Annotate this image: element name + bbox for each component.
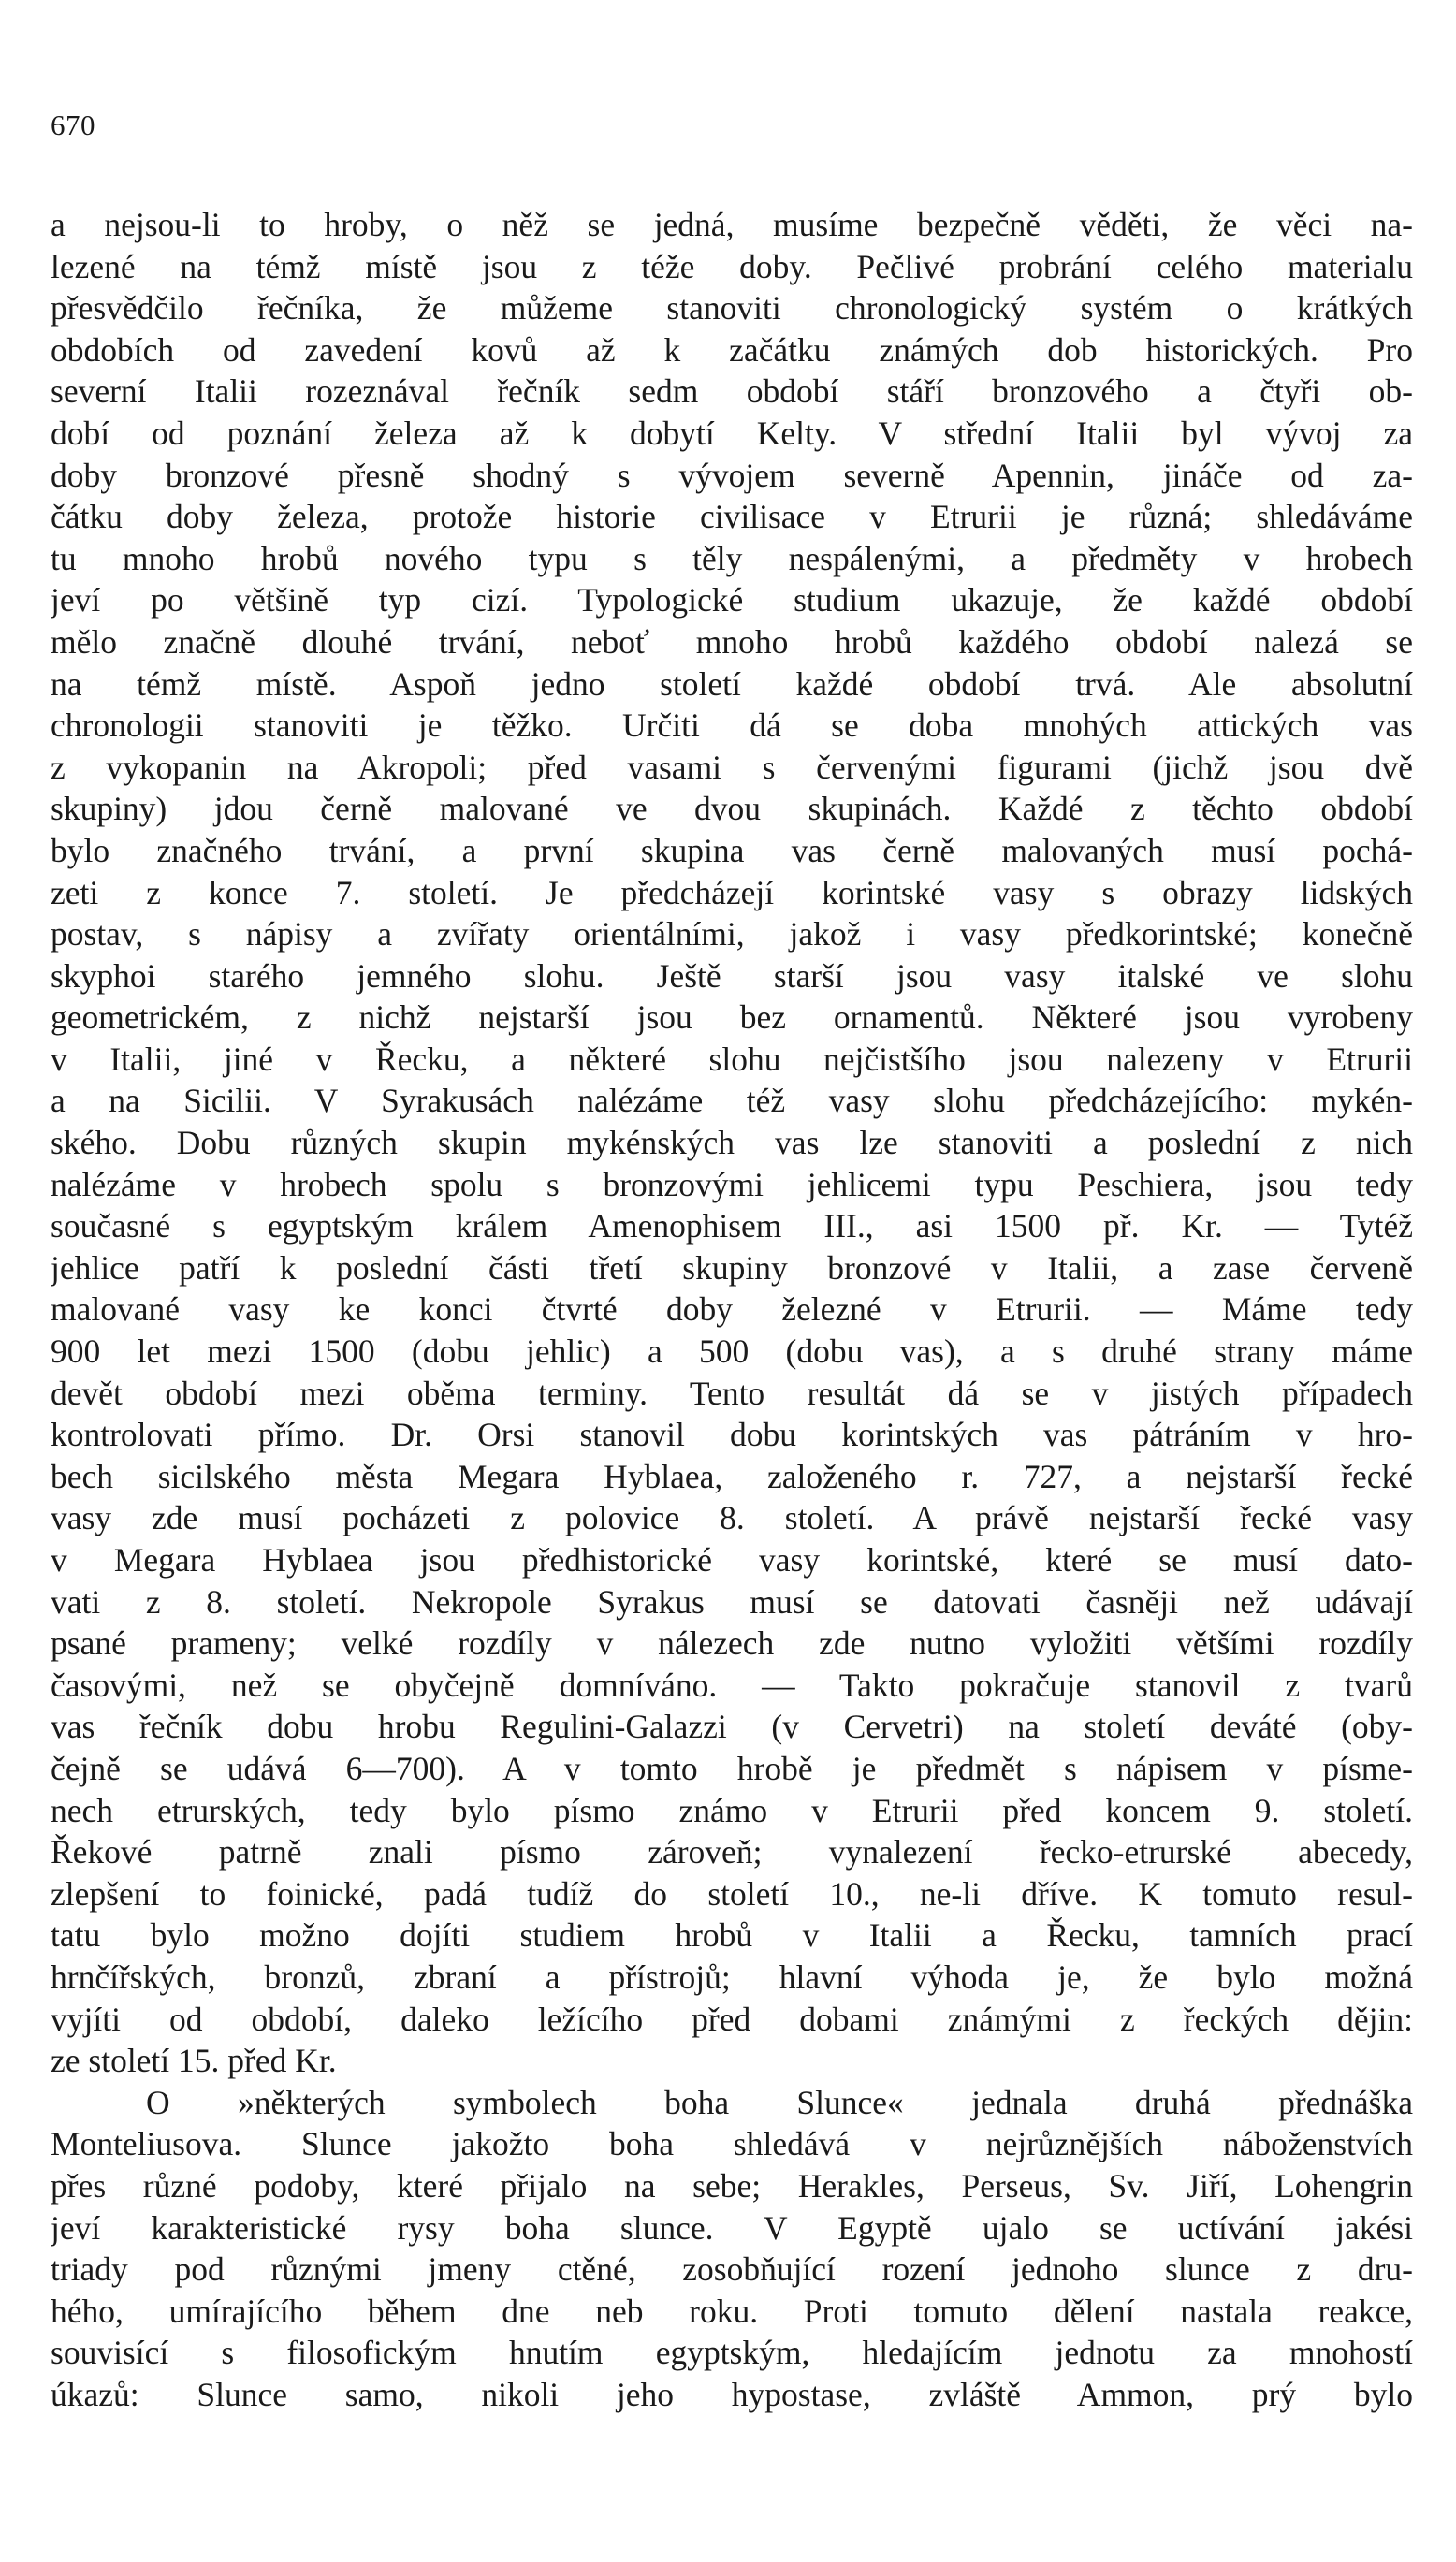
text-line: nech etrurských, tedy bylo písmo známo v Etrurii před koncem 9. století. bbox=[51, 1791, 1413, 1829]
text-line: z vykopanin na Akropoli; před vasami s červenými figurami (jichž jsou dvě bbox=[51, 748, 1413, 786]
text-line: tu mnoho hrobů nového typu s těly nespálenými, a předměty v hrobech bbox=[51, 539, 1413, 577]
text-line: čátku doby železa, protože historie civilisace v Etrurii je různá; shledáváme bbox=[51, 498, 1413, 536]
text-line: doby bronzové přesně shodný s vývojem severně Apennin, jináče od za- bbox=[51, 456, 1413, 494]
text-line: bech sicilského města Megara Hyblaea, založeného r. 727, a nejstarší řecké bbox=[51, 1457, 1413, 1495]
text-line: malované vasy ke konci čtvrté doby železné v Etrurii. — Máme tedy bbox=[51, 1290, 1413, 1329]
text-line: severní Italii rozeznával řečník sedm období stáří bronzového a čtyři ob- bbox=[51, 372, 1413, 411]
text-line: současné s egyptským králem Amenophisem III., asi 1500 př. Kr. — Tytéž bbox=[51, 1207, 1413, 1245]
text-line: ského. Dobu různých skupin mykénských vas lze stanoviti a poslední z nich bbox=[51, 1124, 1413, 1162]
text-line: Monteliusova. Slunce jakožto boha shledává v nejrůznějších náboženstvích bbox=[51, 2125, 1413, 2163]
text-line: tatu bylo možno dojíti studiem hrobů v Italii a Řecku, tamních prací bbox=[51, 1916, 1413, 1955]
text-line: časovými, než se obyčejně domníváno. — Takto pokračuje stanovil z tvarů bbox=[51, 1666, 1413, 1704]
text-line: v Megara Hyblaea jsou předhistorické vasy korintské, které se musí dato- bbox=[51, 1541, 1413, 1579]
text-line: dobí od poznání železa až k dobytí Kelty. V střední Italii byl vývoj za bbox=[51, 414, 1413, 452]
text-line: geometrickém, z nichž nejstarší jsou bez ornamentů. Některé jsou vyrobeny bbox=[51, 998, 1413, 1037]
text-line: na témž místě. Aspoň jedno století každé období trvá. Ale absolutní bbox=[51, 664, 1413, 703]
text-line: 900 let mezi 1500 (dobu jehlic) a 500 (dobu vas), a s druhé strany máme bbox=[51, 1332, 1413, 1371]
text-line: postav, s nápisy a zvířaty orientálními, jakož i vasy předkorintské; konečně bbox=[51, 915, 1413, 953]
text-line: ze století 15. před Kr. bbox=[51, 2042, 337, 2080]
text-line: chronologii stanoviti je těžko. Určiti dá se doba mnohých attických vas bbox=[51, 706, 1413, 745]
page-number: 670 bbox=[51, 109, 95, 141]
text-line: triady pod různými jmeny ctěné, zosobňující rození jednoho slunce z dru- bbox=[51, 2250, 1413, 2289]
text-line: a nejsou-li to hroby, o něž se jedná, musíme bezpečně věděti, že věci na- bbox=[51, 206, 1413, 243]
text-line: úkazů: Slunce samo, nikoli jeho hypostase, zvláště Ammon, prý bylo bbox=[51, 2375, 1413, 2413]
text-line: v Italii, jiné v Řecku, a některé slohu nejčistšího jsou nalezeny v Etrurii bbox=[51, 1040, 1413, 1078]
text-line: hrnčířských, bronzů, zbraní a přístrojů; hlavní výhoda je, že bylo možná bbox=[51, 1958, 1413, 1996]
text-line: obdobích od zavedení kovů až k začátku známých dob historických. Pro bbox=[51, 330, 1413, 369]
text-line: psané prameny; velké rozdíly v nálezech zde nutno vyložiti většími rozdíly bbox=[51, 1624, 1413, 1663]
text-line: skupiny) jdou černě malované ve dvou skupinách. Každé z těchto období bbox=[51, 790, 1413, 828]
text-line: kontrolovati přímo. Dr. Orsi stanovil dobu korintských vas pátráním v hro- bbox=[51, 1416, 1413, 1454]
text-line: jehlice patří k poslední části třetí skupiny bronzové v Italii, a zase červeně bbox=[51, 1248, 1413, 1287]
text-line: vyjíti od období, daleko ležícího před dobami známými z řeckých dějin: bbox=[51, 2000, 1413, 2038]
paragraph-sun-symbols bbox=[51, 2082, 1413, 2416]
text-line: zlepšení to foinické, padá tudíž do století 10., ne-li dříve. K tomuto resul- bbox=[51, 1874, 1413, 1913]
text-line: jeví po většině typ cizí. Typologické studium ukazuje, že každé období bbox=[51, 581, 1413, 619]
text-line: zeti z konce 7. století. Je předcházejí korintské vasy s obrazy lidských bbox=[51, 873, 1413, 911]
text-line: přesvědčilo řečníka, že můžeme stanoviti chronologický systém o krátkých bbox=[51, 289, 1413, 328]
text-line: lezené na témž místě jsou z téže doby. Pečlivé probrání celého materialu bbox=[51, 247, 1413, 285]
text-line: vati z 8. století. Nekropole Syrakus musí se datovati časněji než udávají bbox=[51, 1582, 1413, 1621]
text-line: Řekové patrně znali písmo zároveň; vynalezení řecko-etrurské abecedy, bbox=[51, 1833, 1413, 1871]
text-line: vas řečník dobu hrobu Regulini-Galazzi (v Cervetri) na století deváté (oby- bbox=[51, 1708, 1413, 1746]
text-line: hého, umírajícího během dne neb roku. Proti tomuto dělení nastala reakce, bbox=[51, 2292, 1413, 2330]
text-line: bylo značného trvání, a první skupina vas černě malovaných musí pochá- bbox=[51, 831, 1413, 869]
text-line: a na Sicilii. V Syrakusách nalézáme též vasy slohu předcházejícího: mykén- bbox=[51, 1082, 1413, 1120]
text-line: mělo značně dlouhé trvání, neboť mnoho hrobů každého období nalezá se bbox=[51, 622, 1413, 661]
paragraph-dating bbox=[51, 204, 1413, 2082]
text-line: přes různé podoby, které přijalo na sebe; Herakles, Perseus, Sv. Jiří, Lohengrin bbox=[51, 2166, 1413, 2205]
text-line: souvisící s filosofickým hnutím egyptským, hledajícím jednotu za mnohostí bbox=[51, 2334, 1413, 2372]
text-line: devět období mezi oběma terminy. Tento resultát dá se v jistých případech bbox=[51, 1374, 1413, 1412]
text-line: nalézáme v hrobech spolu s bronzovými jehlicemi typu Peschiera, jsou tedy bbox=[51, 1165, 1413, 1203]
text-line: skyphoi starého jemného slohu. Ještě starší jsou vasy italské ve slohu bbox=[51, 956, 1413, 995]
text-line: O »některých symbolech boha Slunce« jednala druhá přednáška bbox=[146, 2083, 1413, 2121]
text-line: čejně se udává 6—700). A v tomto hrobě je předmět s nápisem v písme- bbox=[51, 1749, 1413, 1787]
text-line: jeví karakteristické rysy boha slunce. V Egyptě ujalo se uctívání jakési bbox=[51, 2208, 1413, 2247]
text-line: vasy zde musí pocházeti z polovice 8. století. A právě nejstarší řecké vasy bbox=[51, 1499, 1413, 1537]
body-text bbox=[51, 204, 1413, 2415]
